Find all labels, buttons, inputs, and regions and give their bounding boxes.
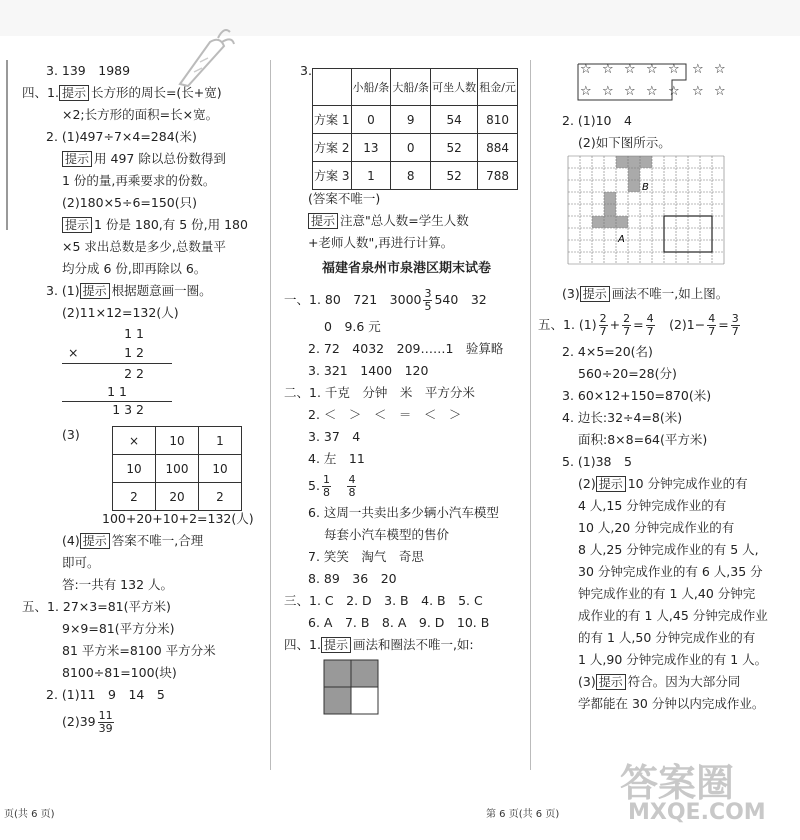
answer-line: (2)11×12=132(人): [62, 305, 179, 320]
table-header: 小船/条: [351, 69, 391, 106]
star-icon: ☆: [668, 84, 680, 99]
answer-line: 五、1. 27×3=81(平方米): [22, 599, 171, 614]
answer-line: 答:一共有 132 人。: [62, 577, 174, 592]
table-cell: 1: [351, 162, 391, 190]
answer-line: 二、1. 千克 分钟 米 平方分米: [284, 385, 475, 400]
vm-row: 1 1: [107, 384, 127, 399]
fraction: $\frac{11}{39}$: [98, 709, 113, 735]
answer-line: 8100÷81=100(块): [62, 665, 177, 680]
shaded-cell: [616, 156, 628, 168]
answer-line: 成作业的有 1 人,45 分钟完成作业: [578, 608, 768, 623]
table-cell: 方案 3: [313, 162, 352, 190]
table-header: 可坐人数: [431, 69, 478, 106]
answer-line: (2)39: [62, 714, 96, 729]
hint-box: 提示: [59, 85, 89, 101]
question-label: (3): [578, 674, 596, 689]
answer-line: 2. 4×5=20(名): [562, 344, 653, 359]
star-icon: ☆: [692, 84, 704, 99]
grid-cell: 10: [113, 455, 156, 483]
answer-line: 2. ＜ ＞ ＜ ＝ ＜ ＞: [308, 407, 462, 422]
answer-line: 根据题意画一圈。: [111, 283, 212, 298]
grid-cell: 2: [113, 483, 156, 511]
answer-line: 0 9.6 元: [324, 319, 381, 334]
fraction: $\frac{1}{8}$: [322, 473, 330, 499]
vm-row: 1 2: [124, 345, 144, 360]
label-b: B: [642, 182, 649, 193]
star-icon: ☆: [624, 62, 636, 77]
table-row: [313, 162, 518, 190]
shaded-cell: [628, 168, 640, 180]
table-cell: 788: [478, 162, 518, 190]
table-row: [313, 134, 518, 162]
top-margin: [0, 0, 800, 36]
grid-cell: 10: [199, 455, 242, 483]
answer-line: 一、1. 80 721 3000: [284, 292, 422, 307]
answer-line: 画法不唯一,如上图。: [611, 286, 729, 301]
answer-line: 钟完成作业的有 1 人,40 分钟完: [578, 586, 756, 601]
answer-line: 2. (1)11 9 14 5: [46, 687, 165, 702]
table-cell: 52: [431, 162, 478, 190]
table-cell: 方案 2: [313, 134, 352, 162]
answer-line: ×2;长方形的面积=长×宽。: [62, 107, 219, 122]
answer-line: 用 497 除以总份数得到: [94, 151, 226, 166]
shaded-square-diagram: [322, 658, 392, 722]
answer-line: 3. 37 4: [308, 429, 361, 444]
answer-line: 7. 笑笑 淘气 奇思: [308, 549, 424, 564]
star-icon: ☆: [580, 62, 592, 77]
answer-line: 9×9=81(平方分米): [62, 621, 175, 636]
answer-line: 4 人,15 分钟完成作业的有: [578, 498, 727, 513]
table-cell: 方案 1: [313, 106, 352, 134]
answer-line: 五、1. (1): [538, 317, 597, 332]
star-diagram: [538, 60, 783, 110]
multiplication-grid: [112, 426, 242, 511]
answer-line: (2)180×5÷6=150(只): [62, 195, 198, 210]
answer-line: 学都能在 30 分钟以内完成作业。: [578, 696, 765, 711]
answer-line: 3. 60×12+150=870(米): [562, 388, 712, 403]
vertical-multiplication: [62, 324, 172, 417]
vm-row: 1 3 2: [112, 402, 144, 417]
answer-line: (2)如下图所示。: [578, 135, 671, 150]
answer-line: 长方形的周长=(长+宽): [90, 85, 222, 100]
binding-edge: [0, 60, 8, 230]
page-footer-left: 页(共 6 页): [4, 809, 55, 820]
answer-line: 1 人,90 分钟完成作业的有 1 人。: [578, 652, 768, 667]
answer-line: 的有 1 人,50 分钟完成作业的有: [578, 630, 756, 645]
hint-box: 提示: [62, 217, 92, 233]
answer-line: 8. 89 36 20: [308, 571, 397, 586]
hint-box: 提示: [580, 286, 610, 302]
answer-line: 1 份是 180,有 5 份,用 180: [94, 217, 248, 232]
question-label: (4): [62, 533, 80, 548]
table-row: [313, 106, 518, 134]
star-icon: ☆: [624, 84, 636, 99]
answer-line: 三、1. C 2. D 3. B 4. B 5. C: [284, 593, 483, 608]
watermark-logo: 答案圈: [620, 761, 735, 805]
answer-line: 10 分钟完成作业的有: [627, 476, 748, 491]
table-header: [313, 69, 352, 106]
grid-cell: 10: [156, 427, 199, 455]
shaded-cell: [616, 216, 628, 228]
table-cell: 9: [391, 106, 431, 134]
hint-box: 提示: [596, 674, 626, 690]
grid-cell: 100: [156, 455, 199, 483]
answer-line: 均分成 6 份,即再除以 6。: [62, 261, 207, 276]
star-icon: ☆: [714, 84, 726, 99]
label-a: A: [618, 234, 625, 245]
grid-cell: ×: [113, 427, 156, 455]
star-icon: ☆: [646, 62, 658, 77]
answer-line: 符合。因为大部分同: [627, 674, 741, 689]
answer-line: 8 人,25 分钟完成作业的有 5 人,: [578, 542, 759, 557]
shaded-cell: [592, 216, 604, 228]
square-grid-diagram: [566, 154, 746, 274]
shaded-cell: [604, 192, 616, 204]
answer-line: +老师人数",再进行计算。: [308, 235, 454, 250]
table-header: 大船/条: [391, 69, 431, 106]
question-label: 5.: [308, 478, 320, 493]
answer-line: 4. 边长:32÷4=8(米): [562, 410, 683, 425]
star-icon: ☆: [646, 84, 658, 99]
hint-box: 提示: [62, 151, 92, 167]
answer-line: 注意"总人数=学生人数: [340, 213, 469, 228]
exam-title: 福建省泉州市泉港区期末试卷: [321, 261, 491, 276]
shaded-cell: [628, 180, 640, 192]
answer-line: 81 平方米=8100 平方分米: [62, 643, 216, 658]
rental-plan-table: [312, 68, 518, 190]
shaded-cell: [604, 204, 616, 216]
table-cell: 54: [431, 106, 478, 134]
fraction: $\frac{4}{7}$: [646, 312, 654, 338]
question-label: 3. (1): [46, 283, 80, 298]
page-footer: 第 6 页(共 6 页): [486, 809, 560, 820]
question-label: (3): [62, 427, 80, 442]
section-label: 四、1.: [284, 637, 321, 652]
star-icon: ☆: [714, 62, 726, 77]
shaded-cell: [604, 216, 616, 228]
hint-box: 提示: [596, 476, 626, 492]
answer-line: 2. (1)497÷7×4=284(米): [46, 129, 197, 144]
column-2: [284, 60, 529, 725]
table-header: 租金/元: [478, 69, 518, 106]
question-label: (3): [562, 286, 580, 301]
note: (答案不唯一): [308, 191, 381, 206]
table-cell: 884: [478, 134, 518, 162]
question-label: 3.: [300, 63, 312, 78]
answer-line: 6. 这周一共卖出多少辆小汽车模型: [308, 505, 499, 520]
answer-line: 2. 72 4032 209……1 验算略: [308, 341, 504, 356]
star-icon: ☆: [692, 62, 704, 77]
star-icon: ☆: [668, 62, 680, 77]
hint-box: 提示: [308, 213, 338, 229]
watermark-url: MXQE.COM: [628, 800, 766, 825]
answer-line: 画法和圈法不唯一,如:: [352, 637, 474, 652]
shaded-cell: [628, 156, 640, 168]
answer-line: 3. 321 1400 120: [308, 363, 429, 378]
answer-line: 答案不唯一,合理: [111, 533, 204, 548]
grid-cell: 1: [199, 427, 242, 455]
question-label: (2): [578, 476, 596, 491]
shaded-cell: [640, 156, 652, 168]
column-3: ☆ ☆ ☆ ☆ ☆ ☆ ☆ ☆ ☆ ☆ ☆ ☆ ☆ ☆ 2. (1)10 4 (2)如下图所示。 B A (3) 提示 画法不唯一,如上图。 五、1. (1) $\frac{2}{7}$ + $\frac{2}{7}$ = $\frac{4}{7}$ (2)1− $\frac{4}{7}$ = $\frac{3}{7}$ 2. 4×5=20(名) 560÷20=28(分) 3. 60×12+150=870(米) 4. 边长:32÷4=8(米) 面积:8×8=64(平方米) 5. (1)38 5 (2) 提示 10 分钟完成作业的有 4 人,15 分钟完成作业的有 10 人,20 分钟完成作业的有 8 人,25 分钟完成作业的有 5 人, 30 分钟完成作业的有 6 人,35 分 钟完成作业的有 1 人,40 分钟完 成作业的有 1 人,45 分钟完成作业 的有 1 人,50 分钟完成作业的有 1 人,90 分钟完成作业的有 1 人。 (3) 提示 符合。因为大部分同 学都能在 30 分钟以内完成作业。: [538, 60, 783, 715]
answer-line: 6. A 7. B 8. A 9. D 10. B: [308, 615, 490, 630]
fraction: $\frac{2}{7}$: [623, 312, 631, 338]
answer-line: 560÷20=28(分): [578, 366, 677, 381]
table-cell: 8: [391, 162, 431, 190]
star-icon: ☆: [602, 62, 614, 77]
section-label: 四、1.: [22, 85, 59, 100]
answer-line: 每套小汽车模型的售价: [324, 527, 450, 542]
hint-box: 提示: [80, 533, 110, 549]
answer-line: 10 人,20 分钟完成作业的有: [578, 520, 735, 535]
fraction: $\frac{3}{7}$: [731, 312, 739, 338]
answer-line: 即可。: [62, 555, 100, 570]
grid-cell: 2: [199, 483, 242, 511]
answer-line: ×5 求出总数是多少,总数量平: [62, 239, 226, 254]
vm-op: ×: [68, 345, 79, 360]
answer-line: 3. 139 1989: [46, 63, 131, 78]
table-cell: 52: [431, 134, 478, 162]
answer-line: 540 32: [434, 292, 487, 307]
star-icon: ☆: [602, 84, 614, 99]
grid-cell: 20: [156, 483, 199, 511]
column-divider: [270, 60, 271, 770]
answer-line: 5. (1)38 5: [562, 454, 632, 469]
fraction: $\frac{2}{7}$: [599, 312, 607, 338]
table-cell: 810: [478, 106, 518, 134]
fraction: $\frac{3}{5}$: [424, 287, 432, 313]
answer-line: 30 分钟完成作业的有 6 人,35 分: [578, 564, 763, 579]
hint-box: 提示: [321, 637, 351, 653]
answer-line: 100+20+10+2=132(人): [102, 511, 254, 526]
fraction: $\frac{4}{8}$: [348, 473, 356, 499]
fraction: $\frac{4}{7}$: [708, 312, 716, 338]
table-cell: 13: [351, 134, 391, 162]
answer-line: 4. 左 11: [308, 451, 365, 466]
answer-line: 2. (1)10 4: [562, 113, 632, 128]
answer-line: 1 份的量,再乘要求的份数。: [62, 173, 216, 188]
hint-box: 提示: [80, 283, 110, 299]
answer-line: 面积:8×8=64(平方米): [578, 432, 708, 447]
column-divider: [530, 60, 531, 770]
table-cell: 0: [391, 134, 431, 162]
column-1: [22, 60, 267, 738]
star-icon: ☆: [580, 84, 592, 99]
vm-row: 2 2: [124, 366, 144, 381]
vm-row: 1 1: [124, 326, 144, 341]
table-cell: 0: [351, 106, 391, 134]
